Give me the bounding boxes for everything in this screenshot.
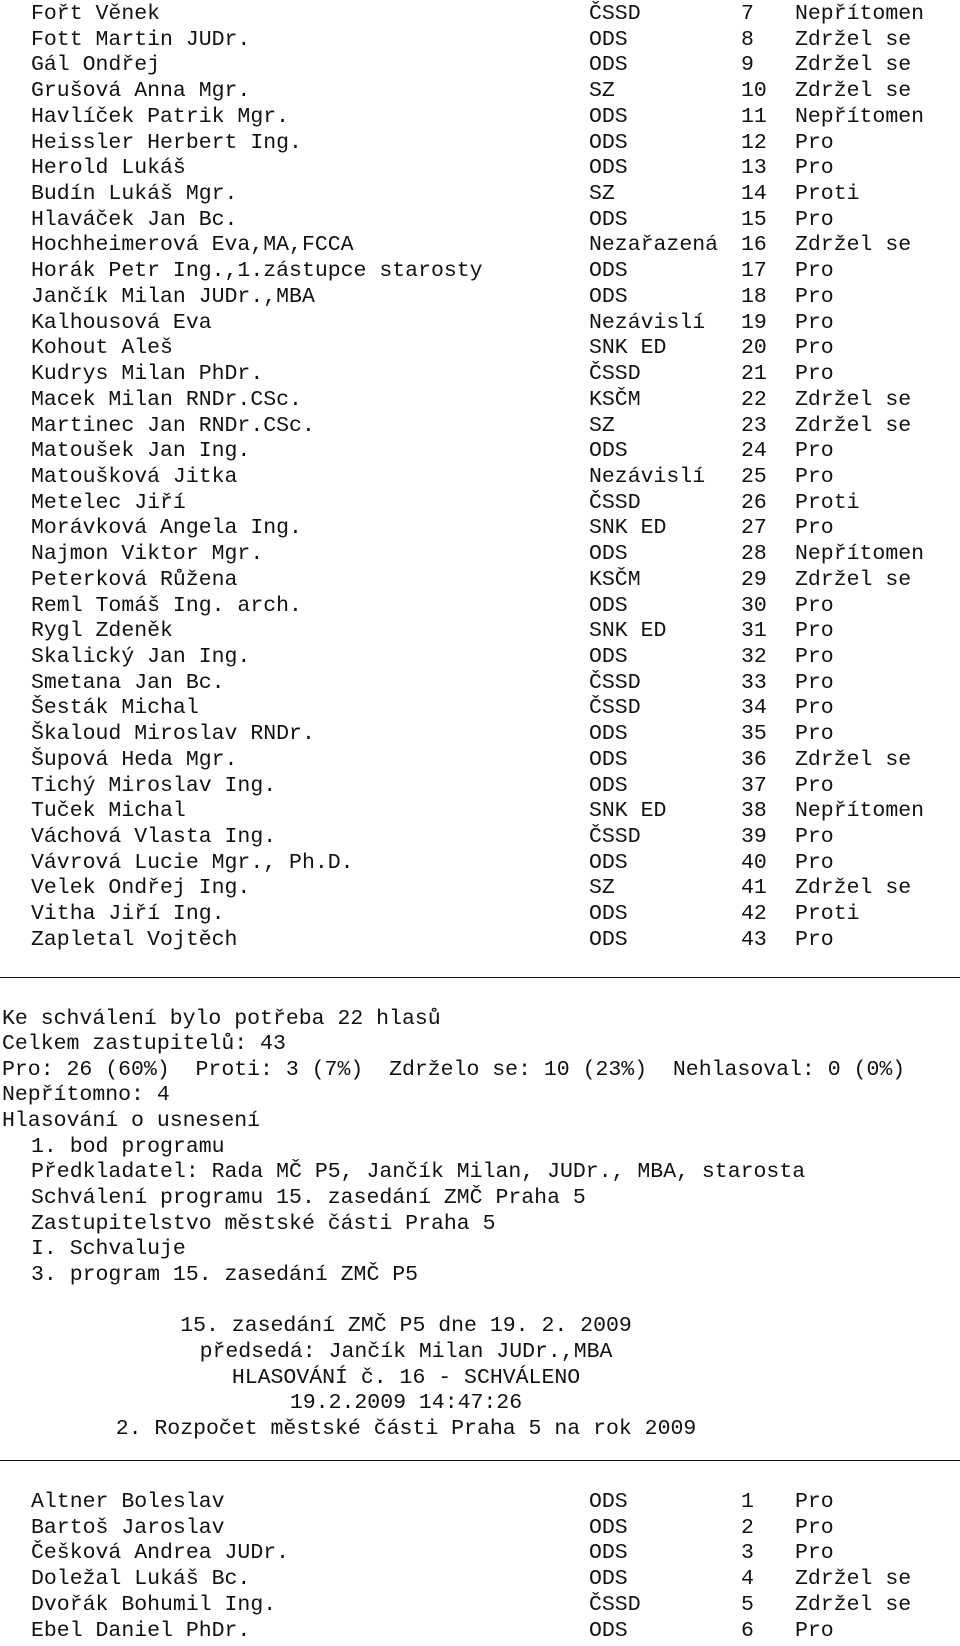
table-row [0, 79, 960, 105]
member-number: 22 [741, 387, 767, 412]
table-row [0, 619, 960, 645]
table-row [0, 208, 960, 234]
member-number: 10 [741, 79, 767, 104]
member-party: ODS [589, 645, 628, 669]
member-vote: Nepřítomen [795, 799, 925, 824]
member-name: Smetana Jan Bc. [31, 670, 225, 695]
member-vote: Pro [795, 670, 834, 695]
divider-bottom [0, 1460, 960, 1461]
member-vote: Pro [795, 336, 834, 361]
member-party: SNK ED [589, 516, 667, 541]
member-party: SZ [589, 876, 615, 901]
member-name: Ebel Daniel PhDr. [31, 1618, 251, 1643]
member-number: 39 [741, 825, 767, 850]
table-row [0, 851, 960, 877]
member-party: KSČM [589, 567, 641, 592]
member-number: 7 [741, 2, 754, 26]
member-party: ODS [589, 927, 628, 952]
member-name: Češková Andrea JUDr. [31, 1541, 290, 1566]
summary-required: Ke schválení bylo potřeba 22 hlasů [2, 1007, 441, 1031]
resolution-proposer: Předkladatel: Rada MČ P5, Jančík Milan, JUDr., MBA, starosta [31, 1160, 806, 1184]
member-name: Rygl Zdeněk [31, 619, 173, 644]
table-row [0, 645, 960, 671]
member-party: ODS [589, 773, 628, 798]
resolution-item: 1. bod programu [31, 1135, 225, 1159]
table-row [0, 928, 960, 954]
member-party: ČSSD [589, 670, 641, 695]
member-name: Bartoš Jaroslav [31, 1515, 225, 1540]
table-row [0, 774, 960, 800]
member-vote: Nepřítomen [795, 104, 925, 129]
table-row [0, 439, 960, 465]
member-number: 30 [741, 593, 767, 618]
resolution-point: 3. program 15. zasedání ZMČ P5 [31, 1263, 419, 1287]
member-vote: Zdržel se [795, 1592, 912, 1617]
member-vote: Pro [795, 619, 834, 644]
member-name: Fořt Věnek [31, 2, 161, 26]
member-name: Gál Ondřej [31, 53, 161, 78]
member-vote: Proti [795, 490, 860, 515]
member-party: ODS [589, 1567, 628, 1592]
member-number: 43 [741, 927, 767, 952]
member-party: ODS [589, 1541, 628, 1566]
member-vote: Pro [795, 310, 834, 335]
member-number: 37 [741, 773, 767, 798]
table-row [0, 825, 960, 851]
member-number: 6 [741, 1618, 754, 1643]
table-row [0, 388, 960, 414]
member-vote: Pro [795, 284, 834, 309]
member-name: Tichý Miroslav Ing. [31, 773, 277, 798]
member-vote: Zdržel se [795, 567, 912, 592]
session-chair: předsedá: Jančík Milan JUDr.,MBA [199, 1340, 613, 1364]
member-vote: Zdržel se [795, 233, 912, 258]
member-number: 29 [741, 567, 767, 592]
member-number: 34 [741, 696, 767, 721]
member-name: Matoušek Jan Ing. [31, 439, 251, 464]
member-vote: Pro [795, 1490, 834, 1514]
member-number: 20 [741, 336, 767, 361]
member-name: Šupová Heda Mgr. [31, 747, 238, 772]
member-vote: Zdržel se [795, 876, 912, 901]
table-row [0, 259, 960, 285]
summary-topic: Hlasování o usnesení [2, 1109, 261, 1133]
member-vote: Pro [795, 722, 834, 747]
table-row [0, 2, 960, 28]
member-vote: Pro [795, 850, 834, 875]
table-row [0, 491, 960, 517]
member-vote: Pro [795, 516, 834, 541]
member-name: Kohout Aleš [31, 336, 173, 361]
resolution-body: Zastupitelstvo městské části Praha 5 [31, 1212, 496, 1236]
table-row [0, 876, 960, 902]
resolution-subject: Schválení programu 15. zasedání ZMČ Praha 5 [31, 1186, 586, 1210]
member-party: ODS [589, 207, 628, 232]
member-party: ODS [589, 1618, 628, 1643]
session-title: 15. zasedání ZMČ P5 dne 19. 2. 2009 [180, 1314, 632, 1338]
member-party: Nezařazená [589, 233, 719, 258]
member-number: 13 [741, 156, 767, 181]
member-vote: Pro [795, 207, 834, 232]
table-row [0, 105, 960, 131]
member-number: 23 [741, 413, 767, 438]
member-number: 41 [741, 876, 767, 901]
member-party: ODS [589, 542, 628, 567]
member-number: 28 [741, 542, 767, 567]
member-party: Nezávislí [589, 464, 706, 489]
member-number: 17 [741, 259, 767, 284]
member-number: 9 [741, 53, 754, 78]
member-number: 40 [741, 850, 767, 875]
member-number: 32 [741, 645, 767, 669]
member-number: 5 [741, 1592, 754, 1617]
member-number: 38 [741, 799, 767, 824]
member-vote: Zdržel se [795, 1567, 912, 1592]
member-name: Macek Milan RNDr.CSc. [31, 387, 302, 412]
member-vote: Nepřítomen [795, 2, 925, 26]
table-row [0, 414, 960, 440]
member-party: ODS [589, 593, 628, 618]
member-party: SNK ED [589, 336, 667, 361]
member-number: 35 [741, 722, 767, 747]
member-name: Matoušková Jitka [31, 464, 238, 489]
member-name: Doležal Lukáš Bc. [31, 1567, 251, 1592]
member-number: 8 [741, 27, 754, 52]
member-number: 42 [741, 902, 767, 927]
member-name: Kudrys Milan PhDr. [31, 362, 264, 387]
table-row [0, 285, 960, 311]
member-number: 12 [741, 130, 767, 155]
table-row [0, 671, 960, 697]
member-name: Martinec Jan RNDr.CSc. [31, 413, 315, 438]
table-row [0, 156, 960, 182]
table-row [0, 1490, 960, 1516]
member-party: SZ [589, 413, 615, 438]
member-party: ODS [589, 130, 628, 155]
member-name: Havlíček Patrik Mgr. [31, 104, 290, 129]
divider-top [0, 977, 960, 978]
table-row [0, 336, 960, 362]
member-party: ODS [589, 27, 628, 52]
table-row [0, 542, 960, 568]
member-number: 11 [741, 104, 767, 129]
member-number: 26 [741, 490, 767, 515]
table-row [0, 1593, 960, 1619]
member-name: Škaloud Miroslav RNDr. [31, 722, 315, 747]
table-row [0, 1567, 960, 1593]
member-vote: Proti [795, 182, 860, 207]
member-party: SNK ED [589, 619, 667, 644]
member-party: SZ [589, 79, 615, 104]
summary-tally: Pro: 26 (60%) Proti: 3 (7%) Zdrželo se: 10 (23%) Nehlasoval: 0 (0%) [2, 1058, 906, 1082]
member-number: 36 [741, 747, 767, 772]
member-number: 14 [741, 182, 767, 207]
member-number: 1 [741, 1490, 754, 1514]
member-party: ČSSD [589, 1592, 641, 1617]
member-party: ODS [589, 284, 628, 309]
member-vote: Pro [795, 130, 834, 155]
table-row [0, 28, 960, 54]
table-row [0, 594, 960, 620]
member-number: 3 [741, 1541, 754, 1566]
member-name: Kalhousová Eva [31, 310, 212, 335]
member-number: 2 [741, 1515, 754, 1540]
member-party: ČSSD [589, 696, 641, 721]
member-name: Grušová Anna Mgr. [31, 79, 251, 104]
member-name: Morávková Angela Ing. [31, 516, 302, 541]
member-name: Vitha Jiří Ing. [31, 902, 225, 927]
member-name: Hochheimerová Eva,MA,FCCA [31, 233, 354, 258]
member-name: Skalický Jan Ing. [31, 645, 251, 669]
member-vote: Pro [795, 439, 834, 464]
table-row [0, 568, 960, 594]
member-vote: Zdržel se [795, 387, 912, 412]
member-name: Herold Lukáš [31, 156, 186, 181]
member-vote: Pro [795, 696, 834, 721]
member-party: ODS [589, 53, 628, 78]
member-number: 16 [741, 233, 767, 258]
member-vote: Pro [795, 1618, 834, 1643]
table-row [0, 53, 960, 79]
member-party: ODS [589, 722, 628, 747]
member-vote: Zdržel se [795, 27, 912, 52]
member-number: 27 [741, 516, 767, 541]
member-name: Budín Lukáš Mgr. [31, 182, 238, 207]
member-number: 31 [741, 619, 767, 644]
member-number: 4 [741, 1567, 754, 1592]
session-datetime: 19.2.2009 14:47:26 [289, 1391, 523, 1415]
member-name: Najmon Viktor Mgr. [31, 542, 264, 567]
member-vote: Pro [795, 593, 834, 618]
member-name: Reml Tomáš Ing. arch. [31, 593, 302, 618]
member-vote: Proti [795, 902, 860, 927]
member-party: ODS [589, 259, 628, 284]
member-party: ČSSD [589, 2, 641, 26]
summary-total: Celkem zastupitelů: 43 [2, 1032, 286, 1056]
member-vote: Pro [795, 156, 834, 181]
member-vote: Zdržel se [795, 79, 912, 104]
member-party: ČSSD [589, 490, 641, 515]
member-party: SNK ED [589, 799, 667, 824]
member-party: ODS [589, 156, 628, 181]
member-vote: Pro [795, 1515, 834, 1540]
table-row [0, 131, 960, 157]
member-vote: Pro [795, 362, 834, 387]
table-row [0, 799, 960, 825]
table-row [0, 722, 960, 748]
member-party: ODS [589, 850, 628, 875]
member-name: Peterková Růžena [31, 567, 238, 592]
member-number: 15 [741, 207, 767, 232]
member-party: ODS [589, 439, 628, 464]
table-row [0, 748, 960, 774]
member-vote: Zdržel se [795, 53, 912, 78]
member-name: Tuček Michal [31, 799, 186, 824]
member-vote: Zdržel se [795, 747, 912, 772]
member-name: Heissler Herbert Ing. [31, 130, 302, 155]
member-vote: Nepřítomen [795, 542, 925, 567]
member-party: Nezávislí [589, 310, 706, 335]
member-party: ČSSD [589, 825, 641, 850]
member-name: Hlaváček Jan Bc. [31, 207, 238, 232]
member-number: 25 [741, 464, 767, 489]
table-row [0, 516, 960, 542]
resolution-action: I. Schvaluje [31, 1237, 186, 1261]
member-party: ODS [589, 747, 628, 772]
member-party: ODS [589, 902, 628, 927]
member-number: 18 [741, 284, 767, 309]
session-vote-id: HLASOVÁNÍ č. 16 - SCHVÁLENO [231, 1366, 581, 1390]
member-name: Zapletal Vojtěch [31, 927, 238, 952]
table-row [0, 233, 960, 259]
member-name: Váchová Vlasta Ing. [31, 825, 277, 850]
member-number: 19 [741, 310, 767, 335]
member-vote: Pro [795, 927, 834, 952]
table-row [0, 1619, 960, 1645]
member-vote: Pro [795, 1541, 834, 1566]
member-party: KSČM [589, 387, 641, 412]
table-row [0, 1516, 960, 1542]
member-number: 24 [741, 439, 767, 464]
member-name: Dvořák Bohumil Ing. [31, 1592, 277, 1617]
table-row [0, 1541, 960, 1567]
member-vote: Pro [795, 645, 834, 669]
table-row [0, 311, 960, 337]
member-party: ČSSD [589, 362, 641, 387]
member-name: Metelec Jiří [31, 490, 186, 515]
session-agenda-item: 2. Rozpočet městské části Praha 5 na rok 2009 [115, 1417, 697, 1441]
member-name: Vávrová Lucie Mgr., Ph.D. [31, 850, 354, 875]
table-row [0, 902, 960, 928]
member-name: Altner Boleslav [31, 1490, 225, 1514]
member-number: 21 [741, 362, 767, 387]
member-vote: Pro [795, 825, 834, 850]
member-number: 33 [741, 670, 767, 695]
member-vote: Pro [795, 773, 834, 798]
member-vote: Zdržel se [795, 413, 912, 438]
table-row [0, 696, 960, 722]
member-party: SZ [589, 182, 615, 207]
summary-absent: Nepřítomno: 4 [2, 1083, 170, 1107]
member-name: Jančík Milan JUDr.,MBA [31, 284, 315, 309]
member-vote: Pro [795, 259, 834, 284]
member-party: ODS [589, 104, 628, 129]
table-row [0, 182, 960, 208]
member-party: ODS [589, 1490, 628, 1514]
member-party: ODS [589, 1515, 628, 1540]
member-name: Fott Martin JUDr. [31, 27, 251, 52]
member-name: Horák Petr Ing.,1.zástupce starosty [31, 259, 483, 284]
table-row [0, 362, 960, 388]
member-name: Velek Ondřej Ing. [31, 876, 251, 901]
member-vote: Pro [795, 464, 834, 489]
member-name: Šesták Michal [31, 696, 199, 721]
table-row [0, 465, 960, 491]
